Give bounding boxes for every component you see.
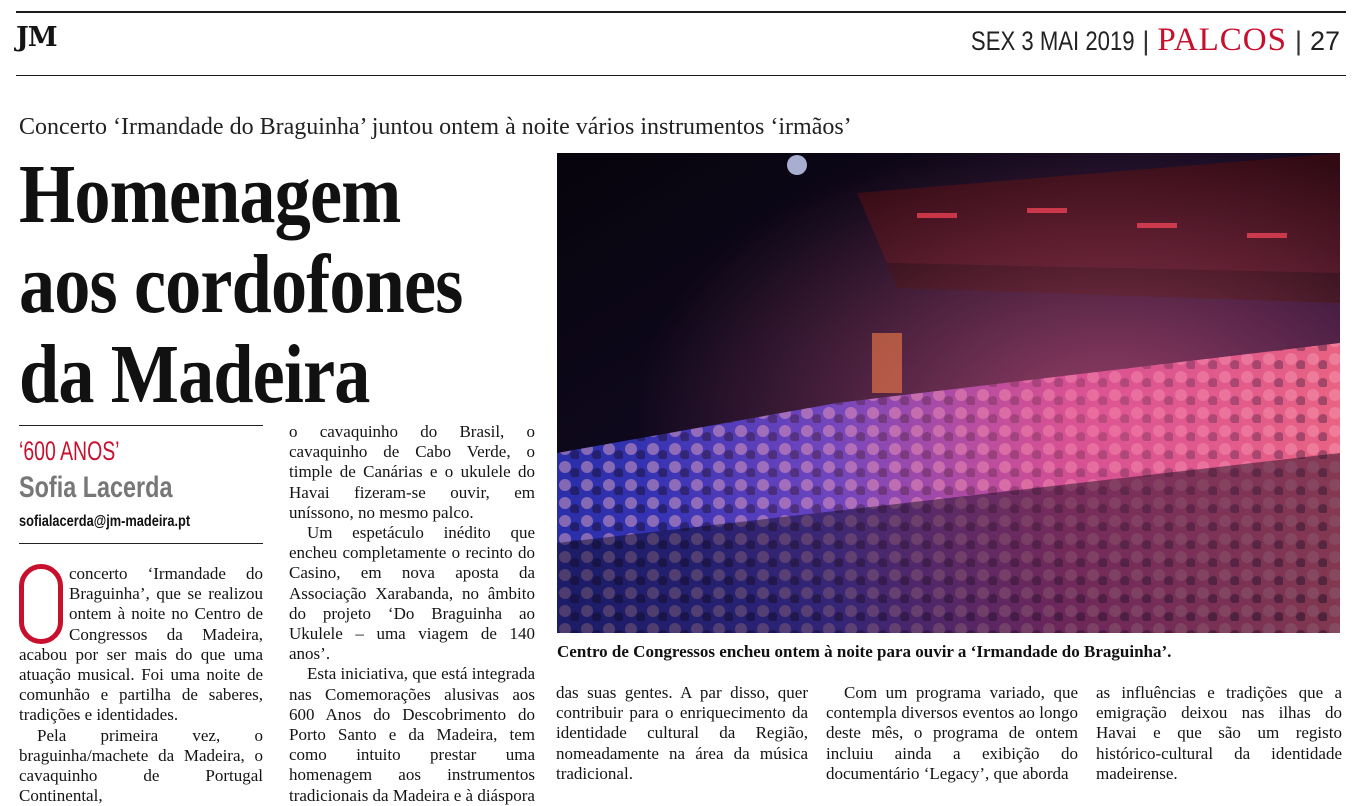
photo-caption: Centro de Congressos encheu ontem à noite para ouvir a ‘Irmandade do Braguinha’. [557, 642, 1172, 661]
page-header-info [935, 22, 1340, 59]
author-name: Sofia Lacerda [19, 471, 173, 504]
paragraph: das suas gentes. A par disso, quer contribuir para o enriquecimento da identidade cultural da Região, nomeadamente na área da música tradicional. [556, 683, 808, 783]
article-column-3 [556, 683, 808, 784]
photo-illustration [557, 153, 1340, 633]
section-name: PALCOS [1157, 22, 1287, 58]
paragraph: Um espetáculo inédito que encheu completamente o recinto do Casino, em nova aposta da Associação Xarabanda, no âmbito do projeto ‘Do Braguinha ao Ukulele – uma viagem de 140 anos’. [289, 523, 535, 664]
paragraph: concerto ‘Irmandade do Braguinha’, que se realizou ontem à noite no Centro de Congressos da Madeira, acabou por ser mais do que uma atuação musical. Foi uma noite de comunhão e partilha de saberes, tradições e identidades. [19, 564, 263, 725]
top-rule [16, 11, 1346, 13]
title-line: da Madeira [19, 328, 370, 421]
author-email[interactable]: sofialacerda@jm-madeira.pt [19, 513, 191, 530]
paragraph: o cavaquinho do Brasil, o cavaquinho de Cabo Verde, o timple de Canárias e o ukulele do Havai fizeram-se ouvir, em uníssono, no mesmo palco. [289, 422, 535, 522]
paragraph: Esta iniciativa, que está integrada nas Comemorações alusivas aos 600 Anos do Descobrimento do Porto Santo e da Madeira, tem como intuito prestar uma homenagem aos instrumentos tradicionais da Madeira e à diáspora [289, 664, 535, 805]
byline-top-rule [19, 425, 263, 426]
issue-date: SEX 3 MAI 2019 [970, 26, 1135, 56]
byline-bottom-rule [19, 543, 263, 544]
article-column-5 [1096, 683, 1342, 784]
article-title [19, 150, 462, 420]
article-kicker: Concerto ‘Irmandade do Braguinha’ juntou ontem à noite vários instrumentos ‘irmãos’ [19, 114, 852, 140]
paragraph: as influências e tradições que a emigração deixou nas ilhas do Havai e que são um registo histórico-cultural da identidade madeirense. [1096, 683, 1342, 783]
article-column-2 [289, 422, 535, 806]
title-line: Homenagem [19, 148, 401, 241]
page-number: 27 [1309, 26, 1340, 56]
paragraph: Com um programa variado, que contempla diversos eventos ao longo deste mês, o programa de ontem incluiu ainda a exibição do documentário ‘Legacy’, que aborda [826, 683, 1078, 783]
topic-tag: ‘600 ANOS’ [19, 436, 120, 466]
article-column-1 [19, 564, 263, 806]
dropcap-o-letter [19, 564, 63, 644]
newspaper-logo: JM [16, 22, 57, 53]
concert-audience-photo [557, 153, 1340, 633]
header-bottom-rule [16, 75, 1346, 76]
header-separator-2: | [1294, 26, 1302, 56]
header-separator: | [1142, 26, 1150, 56]
title-line: aos cordofones [19, 238, 463, 331]
article-column-4 [826, 683, 1078, 784]
paragraph: Pela primeira vez, o braguinha/machete da Madeira, o cavaquinho de Portugal Continental, [19, 725, 263, 806]
